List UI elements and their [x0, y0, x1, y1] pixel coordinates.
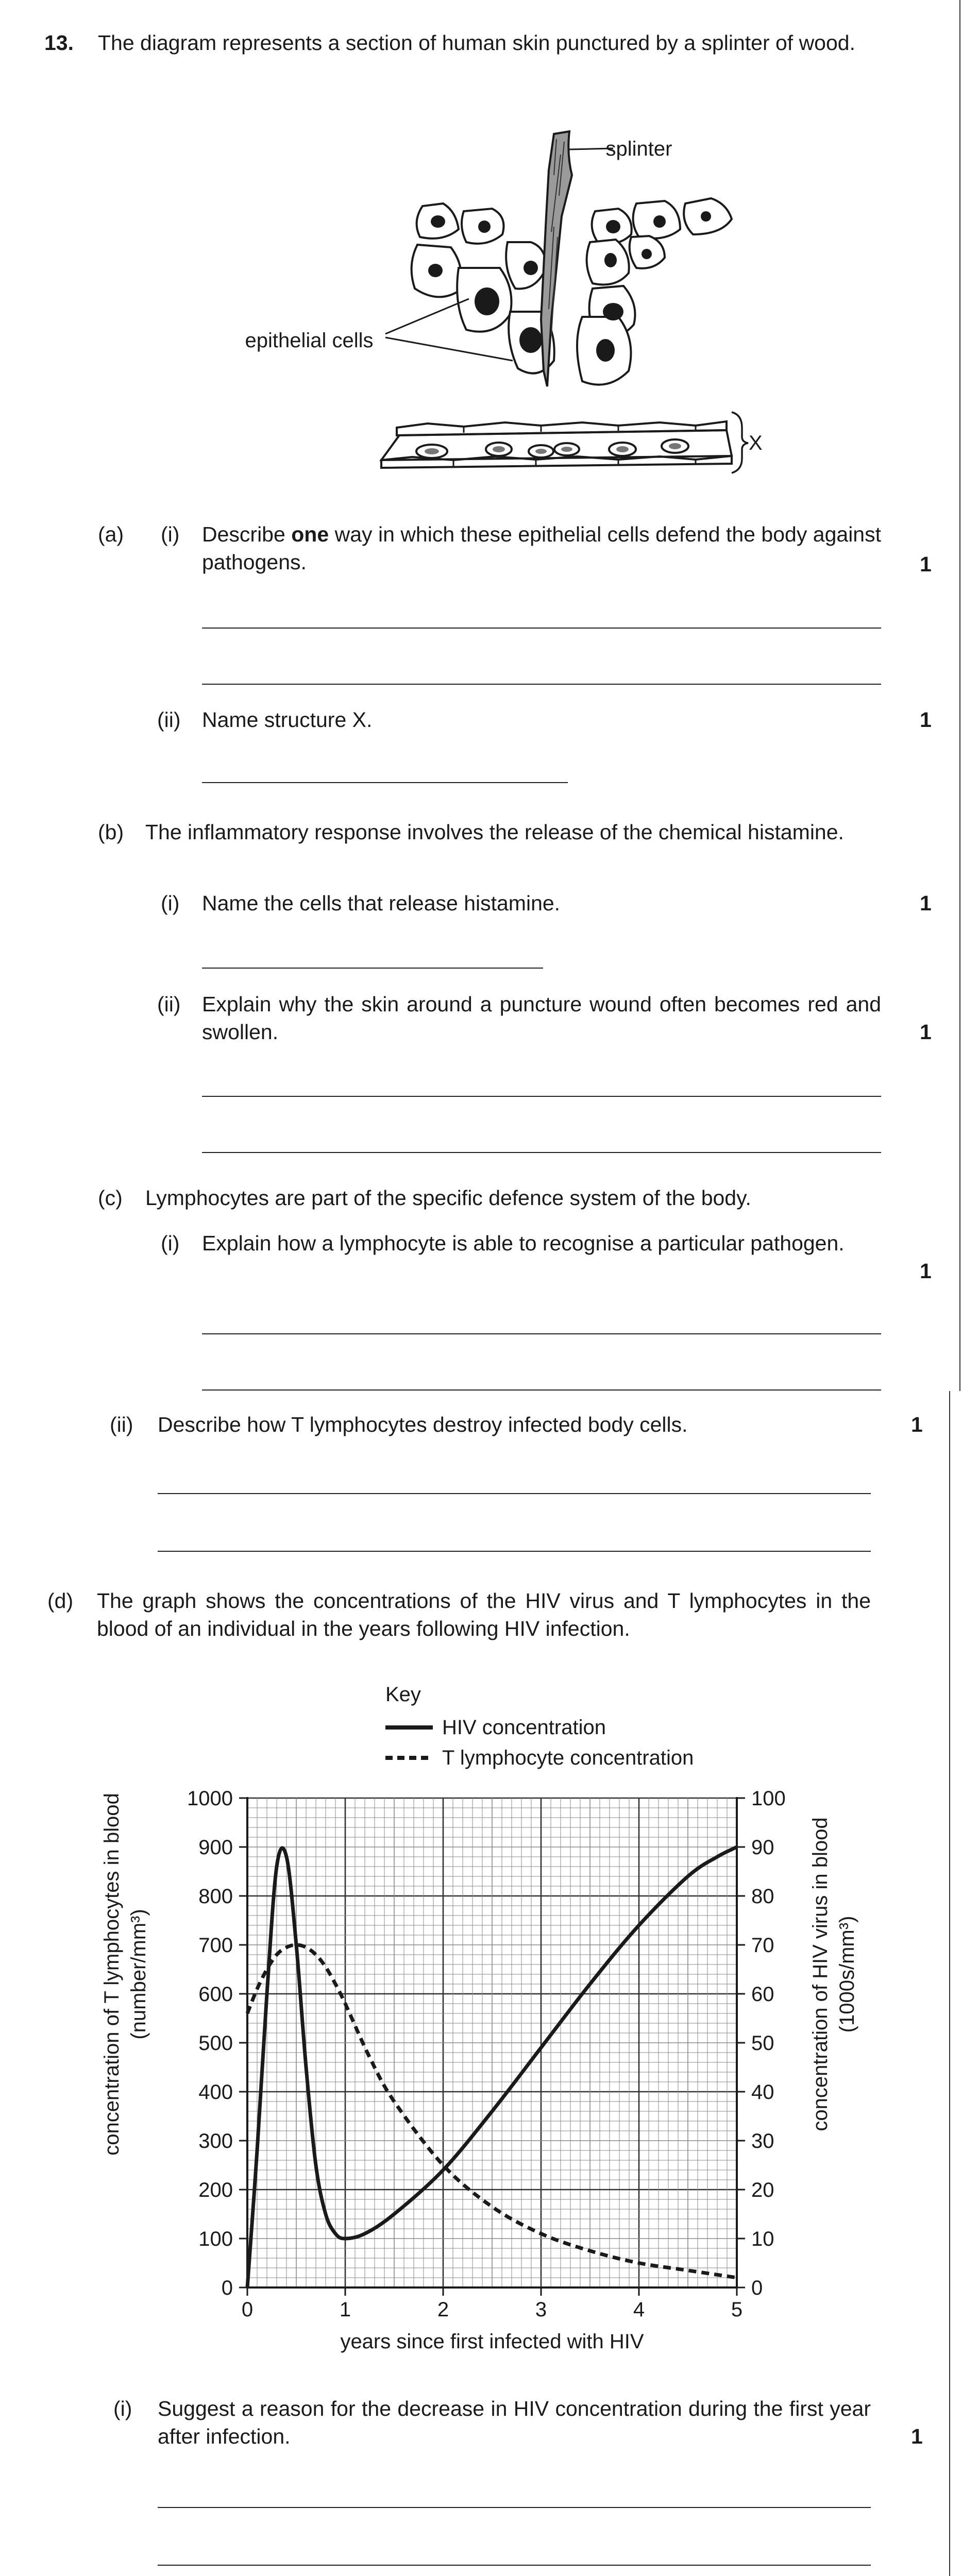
- question-intro: The diagram represents a section of human skin punctured by a splinter of wood.: [98, 31, 855, 55]
- part-c-ii-number: (ii): [110, 1413, 133, 1436]
- part-d-i-number: (i): [113, 2397, 132, 2420]
- part-d-i-mark: 1: [911, 2425, 923, 2448]
- answer-line[interactable]: [202, 684, 881, 685]
- answer-line[interactable]: [202, 782, 568, 783]
- cell-nucleus: [603, 303, 623, 320]
- legend-hiv-label: HIV concentration: [442, 1716, 606, 1739]
- answer-line[interactable]: [158, 2507, 871, 2508]
- y-left-tick-label: 500: [198, 2032, 233, 2055]
- x-tick-label: 4: [633, 2298, 645, 2321]
- y-left-label-line1: concentration of T lymphocytes in blood: [100, 1793, 123, 2156]
- y-right-tick-label: 100: [751, 1787, 786, 1810]
- answer-line[interactable]: [202, 1096, 881, 1097]
- part-b-ii-text: Explain why the skin around a puncture wound often becomes red and swollen.: [202, 992, 881, 1044]
- y-left-tick-label: 300: [198, 2130, 233, 2153]
- part-c-letter: (c): [98, 1186, 123, 1210]
- part-a-ii-text: Name structure X.: [202, 708, 373, 732]
- part-a-i-number: (i): [161, 522, 180, 546]
- cell-nucleus: [642, 249, 652, 259]
- answer-line[interactable]: [202, 1389, 881, 1391]
- y-right-label: [809, 1817, 858, 2131]
- y-left-tick-label: 100: [198, 2228, 233, 2250]
- page-edge-rule-lower: [949, 1391, 950, 2576]
- y-left-tick-label: 900: [198, 1836, 233, 1859]
- structure-x-nucleus: [616, 446, 629, 452]
- y-left-tick-label: 700: [198, 1934, 233, 1957]
- epithelial-cell-group: [412, 198, 732, 385]
- part-c-stem: Lymphocytes are part of the specific defence system of the body.: [145, 1186, 751, 1210]
- part-b-i-number: (i): [161, 891, 180, 915]
- legend-key-title: Key: [385, 1683, 421, 1706]
- part-d-letter: (d): [47, 1589, 74, 1613]
- x-tick-label: 1: [339, 2298, 351, 2321]
- cell-nucleus: [606, 220, 620, 233]
- structure-x-brace: [732, 412, 748, 473]
- part-c-i-number: (i): [161, 1231, 180, 1255]
- chart-grid: [247, 1798, 737, 2287]
- cell-nucleus: [431, 215, 445, 228]
- part-b-ii-number: (ii): [157, 992, 181, 1016]
- part-a-letter: (a): [98, 522, 124, 546]
- x-axis-label: years since first infected with HIV: [340, 2330, 644, 2353]
- part-c-ii-text: Describe how T lymphocytes destroy infected body cells.: [158, 1413, 688, 1436]
- part-b-ii-mark: 1: [920, 1020, 932, 1044]
- structure-x-nucleus: [561, 447, 572, 452]
- epithelial-label: epithelial cells: [245, 329, 374, 352]
- part-b-i-mark: 1: [920, 891, 932, 915]
- y-left-tick-label: 800: [198, 1885, 233, 1908]
- part-b-stem: The inflammatory response involves the release of the chemical histamine.: [145, 820, 844, 844]
- part-a-i-text: Describe one way in which these epithelial cells defend the body against pathogens.: [202, 522, 881, 574]
- epithelial-pointer: [385, 299, 469, 334]
- y-left-tick-label: 400: [198, 2081, 233, 2104]
- y-right-tick-label: 80: [751, 1885, 774, 1908]
- splinter-label: splinter: [605, 138, 672, 160]
- y-right-label-line2: (1000s/mm³): [836, 1916, 858, 2033]
- part-d-stem: The graph shows the concentrations of the HIV virus and T lymphocytes in the blood of an individual in the years following HIV infection.: [97, 1589, 871, 1640]
- y-right-tick-label: 10: [751, 2228, 774, 2250]
- cell-nucleus: [604, 253, 617, 267]
- x-tick-label: 2: [437, 2298, 449, 2321]
- page-edge-rule: [959, 0, 960, 1391]
- y-right-tick-label: 50: [751, 2032, 774, 2055]
- epithelial-pointer: [385, 337, 513, 361]
- part-d-i-text: Suggest a reason for the decrease in HIV concentration during the first year after infection.: [158, 2397, 871, 2448]
- part-a-i-mark: 1: [920, 552, 932, 576]
- x-tick-label: 5: [731, 2298, 743, 2321]
- question-number: 13.: [44, 31, 74, 55]
- y-left-label-line2: (number/mm³): [127, 1909, 150, 2040]
- part-c-ii-mark: 1: [911, 1413, 923, 1436]
- y-left-tick-label: 600: [198, 1983, 233, 2006]
- structure-x-nucleus: [425, 448, 439, 454]
- cell-nucleus: [701, 211, 711, 222]
- legend-tlymph-label: T lymphocyte concentration: [442, 1747, 694, 1769]
- y-left-tick-label: 200: [198, 2179, 233, 2201]
- answer-line[interactable]: [158, 1551, 871, 1552]
- structure-x-label: X: [749, 432, 763, 454]
- x-tick-label: 0: [241, 2298, 254, 2321]
- answer-line[interactable]: [202, 1333, 881, 1334]
- y-left-tick-label: 0: [221, 2277, 233, 2299]
- part-a-ii-number: (ii): [157, 708, 181, 732]
- cell-nucleus: [653, 215, 666, 228]
- skin-section-diagram: [206, 118, 783, 489]
- part-c-i-text: Explain how a lymphocyte is able to recognise a particular pathogen.: [202, 1231, 845, 1255]
- y-right-tick-label: 0: [751, 2277, 763, 2299]
- y-right-tick-label: 70: [751, 1934, 774, 1957]
- answer-line[interactable]: [158, 1493, 871, 1494]
- hiv-graph: [93, 1669, 881, 2380]
- cell-nucleus: [596, 339, 615, 362]
- y-left-label: [100, 1793, 150, 2155]
- part-c-i-mark: 1: [920, 1259, 932, 1283]
- structure-x-nucleus: [493, 446, 505, 452]
- part-b-letter: (b): [98, 820, 124, 844]
- structure-x-nucleus: [669, 443, 681, 449]
- y-right-tick-label: 20: [751, 2179, 774, 2201]
- answer-line[interactable]: [202, 1152, 881, 1153]
- cell-nucleus: [524, 261, 538, 275]
- structure-x-nucleus: [535, 449, 547, 454]
- y-right-tick-label: 40: [751, 2081, 774, 2104]
- answer-line[interactable]: [202, 968, 543, 969]
- y-right-tick-label: 60: [751, 1983, 774, 2006]
- y-left-tick-label: 1000: [187, 1787, 233, 1810]
- part-a-ii-mark: 1: [920, 708, 932, 732]
- y-right-label-line1: concentration of HIV virus in blood: [809, 1817, 832, 2131]
- answer-line[interactable]: [158, 2565, 871, 2566]
- cell-nucleus: [475, 287, 499, 315]
- cell-nucleus: [478, 221, 491, 233]
- cell-nucleus: [519, 327, 542, 353]
- y-right-tick-label: 30: [751, 2130, 774, 2153]
- x-tick-label: 3: [535, 2298, 547, 2321]
- cell-nucleus: [428, 264, 443, 277]
- answer-line[interactable]: [202, 628, 881, 629]
- chart-legend: [385, 1683, 694, 1769]
- y-right-tick-label: 90: [751, 1836, 774, 1859]
- part-b-i-text: Name the cells that release histamine.: [202, 891, 561, 915]
